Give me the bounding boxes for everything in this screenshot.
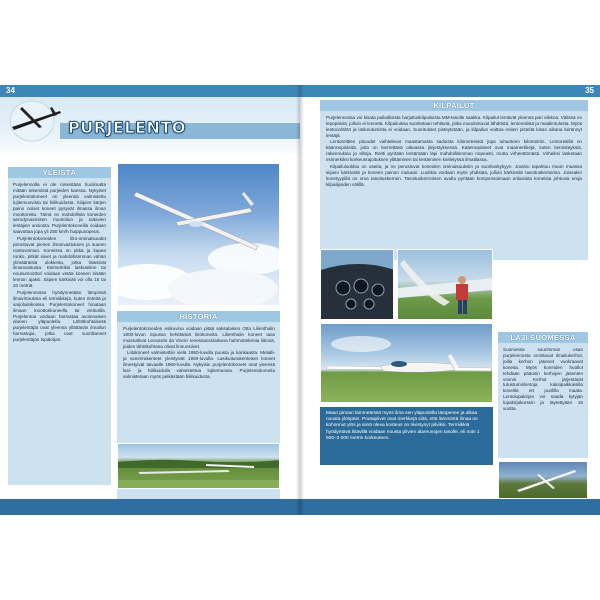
left-page: [0, 85, 300, 515]
spine-shadow: [296, 85, 304, 515]
historia-paragraph: Purjelentokoneiden esikuvina voidaan pitää saksalaisen Otto Lilienthalin 1800-luvun lopussa kehittämiä liitokoneita. Lilienthalin koneet taas muistuttivat Leonardo da Vincin renessanssiaikana hahmottelemia liitimiä, joiden lähtökohtana olivat linnunsiivet.: [123, 326, 275, 349]
footer-band: [0, 499, 300, 515]
top-band: [300, 85, 600, 97]
glider-landscape-photo: [498, 461, 588, 499]
pilot-illustration: [398, 250, 493, 320]
caption-text: Maan pinnan lämmetessä myös ilma sen yläpuolella lämpenee ja alkaa nousta ylöspäin. Poutapilvet ovat merkkejä siitä, että lämmintä ilmaa on kohonnut ylös ja siinä oleva kosteus on tiivistynyt pilviksi. Termiikkiä hyödyntävä liitävillä voidaan nousta pilvien alareunojen tasolle, eli noin 1 500–3 000 metrin korkeuteen.: [326, 411, 480, 441]
pilot-photo: [397, 249, 493, 320]
thermal-caption: [320, 407, 493, 465]
runway-illustration: [118, 444, 280, 489]
kilpailut-paragraph: Kilpailuluokkia on useita, ja ne perustuvat koneiden ominaisuuksiin ja suorituskykyyn. Joutsiu tapahtuu muun muassa siipien kärkivälin ja koneen painon mukaan. Luokkia voidaan myös yhdistää, jolloin kärkivälin tasoituskertoimia. Joissakin konetyypillä on oma tasoituskerroin. Tasoituskerrointen avulla pyritään kompensoimaan erilaisista koneista johtuvia eroja kilpailijoiden välillä.: [326, 163, 582, 187]
kilpailut-text: [326, 115, 582, 257]
page-number-right: 35: [585, 86, 594, 95]
laji-heading: LAJI SUOMESSA: [498, 332, 588, 343]
cockpit-illustration: [321, 250, 394, 320]
glider-landscape-illustration: [499, 462, 588, 499]
glider-field-illustration: [321, 324, 493, 403]
page-title: PURJELENTO: [68, 118, 186, 137]
yleista-text: [13, 182, 106, 482]
glider-logo-icon: [8, 97, 64, 143]
page-number-left: 34: [6, 86, 15, 95]
yleista-paragraph: Purjelennolla ei ole nimestään huolimatta mitään tekemistä purjeiden kanssa. Nykyiset purjelentokoneet on yleensä valmistettu lujitemuovista tai hiilikuidusta. Siiipien kärjen paino noiset koneet pysyvät ilmassa ilman moottoreita. Tämä on mahdollista koneiden aerodynaamisen muotoilun ja taitavien lentäjien ansiosta. Purjelentokoneilla voidaan saavuttaa jopa yli 250 km/h huippunopeus.: [13, 182, 106, 235]
cockpit-photo: [320, 249, 394, 320]
laji-paragraph: Suomessa suurimman osan purjelennosta omistavat ilmailukerhot, joilla kerhon jäsenet vuokraavat koneita. Myös koneiden huollot tehdään pääosin kerhojen jäsenten voimin. Kerhot järjestävät tutustumislentoja kaksipaikkaisilla koneilla ert puolilla maata. Lentolupakirjan voi saada kytyjän lupakirjakurssin ja täytettyään 16 vuotta.: [503, 347, 583, 412]
kilpailut-paragraph: Lentoreittien pituudet vaihtelevat maastamasta sadoista kilometreistä jopa tuhanteen kilometriin. Lentoreitillä on käännepisteitä, joita on kierrettävä oikeassa järjestyksessä. Käännepisteet ovat maamerkkejä, kuten tienristeyksiä, rakennuksia ja siltoja. Reitti pyritään lentämään läpi mahdollisimman nopeasti, mutta virheettömästi. Virheiksi lasketaan esimerkiksi korkeusrajoituksen ylittäminen tai lentäminen kielletyssä ilmatilassa.: [326, 139, 582, 163]
yleista-paragraph: Purjelennossa hyödynnetään lämpimiä ilmavirtauksia eli termiikkejä, kuten rinteitä ja varjolaisikoissa. Purjelentokoneet hinataan ilmaan moottorikoneella tai vintturilla. Purjelentoa voidaan harrastaa avoinnaisen alueen yläpuolella. Lähtökohtaisesti purjelentäjät ovat yleensä yllättävän ilmailun harrastajia, jotka ovat suorittaneet purjelentäjän lupakirjan.: [13, 289, 106, 343]
glider-illustration: [118, 164, 280, 306]
yleista-heading: YLEISTÄ: [8, 167, 111, 178]
glider-field-photo: [320, 323, 493, 403]
footer-band: [300, 499, 600, 515]
historia-paragraph: Liitokoneet valmistettiin vielä 1950-luvulla puusta ja kankaasta. Metalli- ja vanerirakenteet yleistyivät 1950-luvulla. Lasikuiturakenteiset koneet ilmestyivät taivaalle 1960-luvulla. Nykyisin purjelentokoneet ovat yleensä lasi- ja hiilikuidulla vahvistettua lujitemuovia. Purjelentokoneita valmistetaan myös pelkästään hiilikuidusta.: [123, 350, 275, 380]
right-page: [300, 85, 600, 515]
historia-heading: HISTORIA: [117, 311, 280, 322]
kilpailut-heading: KILPAILUT: [320, 100, 588, 111]
top-band: [0, 85, 300, 97]
runway-photo: [117, 443, 280, 489]
laji-text: [503, 347, 583, 457]
glider-sky-photo: [117, 163, 280, 306]
historia-text: [123, 326, 275, 426]
kilpailut-paragraph: Purjelennossa voi kisata paikallisista harjoituskilpailuista MM-tasolle saakka. Kilpailut lentävät yleensä pari viikkoa. Välissä on lepopäiviä, jolloin ei lennetä. Kilpailuissa suoritetaan tehtäviä, jotka muodostuvat lähdöstä, lentoreitistä ja maaliintulosta. Myös lentoonlähtö ja laskeutumista ei voidaan. Suoritukset pisteytetään, ja kilpailun voittaa eniten pisteitä kisan aikana kerännyt lentäjä.: [326, 115, 582, 138]
yleista-paragraph: Purjelentokoneiden liito-ominaisuudet perustuvat pienen ilmanvastuksen ja suuren nostovoiman. Koneissa on pitkä ja kapea runko, pitkät siivet ja mahdollisimman vähän ylimääräisiä ulokkeita, jotka lisäisivät ilmanvastusta. Esimerkiksi laskuteline tai nousumoottori voidaan vetää koneen sisään lennon ajaksi. Siipien kärkiväli voi olla 15 tai 20 metriä.: [13, 235, 106, 289]
